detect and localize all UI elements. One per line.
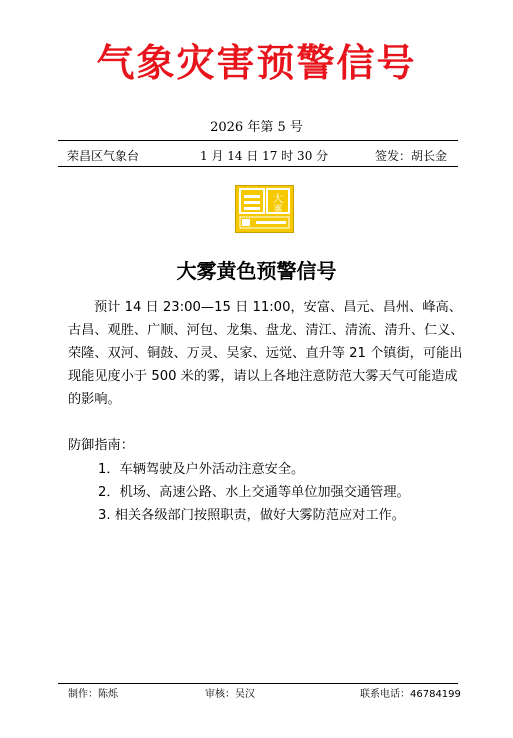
signal-char-bottom: 雾	[273, 205, 283, 215]
fog-yellow-warning-icon	[235, 185, 294, 233]
warning-body: 预计 14 日 23:00—15 日 11:00，安富、昌元、昌州、峰高、古昌、观胜、广顺、河包、龙集、盘龙、清江、清流、清升、仁义、荣隆、双河、铜鼓、万灵、吴家、远觉、直升等 21 个镇街，可能出现能见度小于 500 米的雾，请以上各地注意防范大雾天气可能造成的影响。	[68, 300, 464, 407]
warning-title: 大雾黄色预警信号	[176, 259, 337, 283]
footer-maker: 制作：陈烁	[68, 689, 118, 700]
guidance-item: 2．机场、高速公路、水上交通等单位加强交通管理。	[98, 485, 410, 500]
footer-reviewer: 审核：吴汉	[205, 689, 255, 700]
footer-divider	[58, 683, 458, 684]
signal-char-top: 大	[272, 192, 284, 205]
issuer: 荣昌区气象台	[67, 149, 140, 163]
banner-title: 气象灾害预警信号	[96, 40, 417, 85]
divider-top	[58, 140, 458, 141]
guidance-item: 1．车辆驾驶及户外活动注意安全。	[98, 462, 305, 477]
issue-number: 2026 年第 5 号	[210, 120, 303, 135]
guidance-item: 3. 相关各级部门按照职责，做好大雾防范应对工作。	[98, 508, 405, 523]
signer: 签发：胡长金	[375, 149, 448, 163]
divider-bottom	[58, 166, 458, 167]
guidance-list	[98, 458, 410, 527]
issue-time: 1 月 14 日 17 时 30 分	[200, 149, 329, 163]
footer-phone: 联系电话：46784199	[360, 689, 461, 700]
guidance-title: 防御指南：	[68, 438, 134, 453]
